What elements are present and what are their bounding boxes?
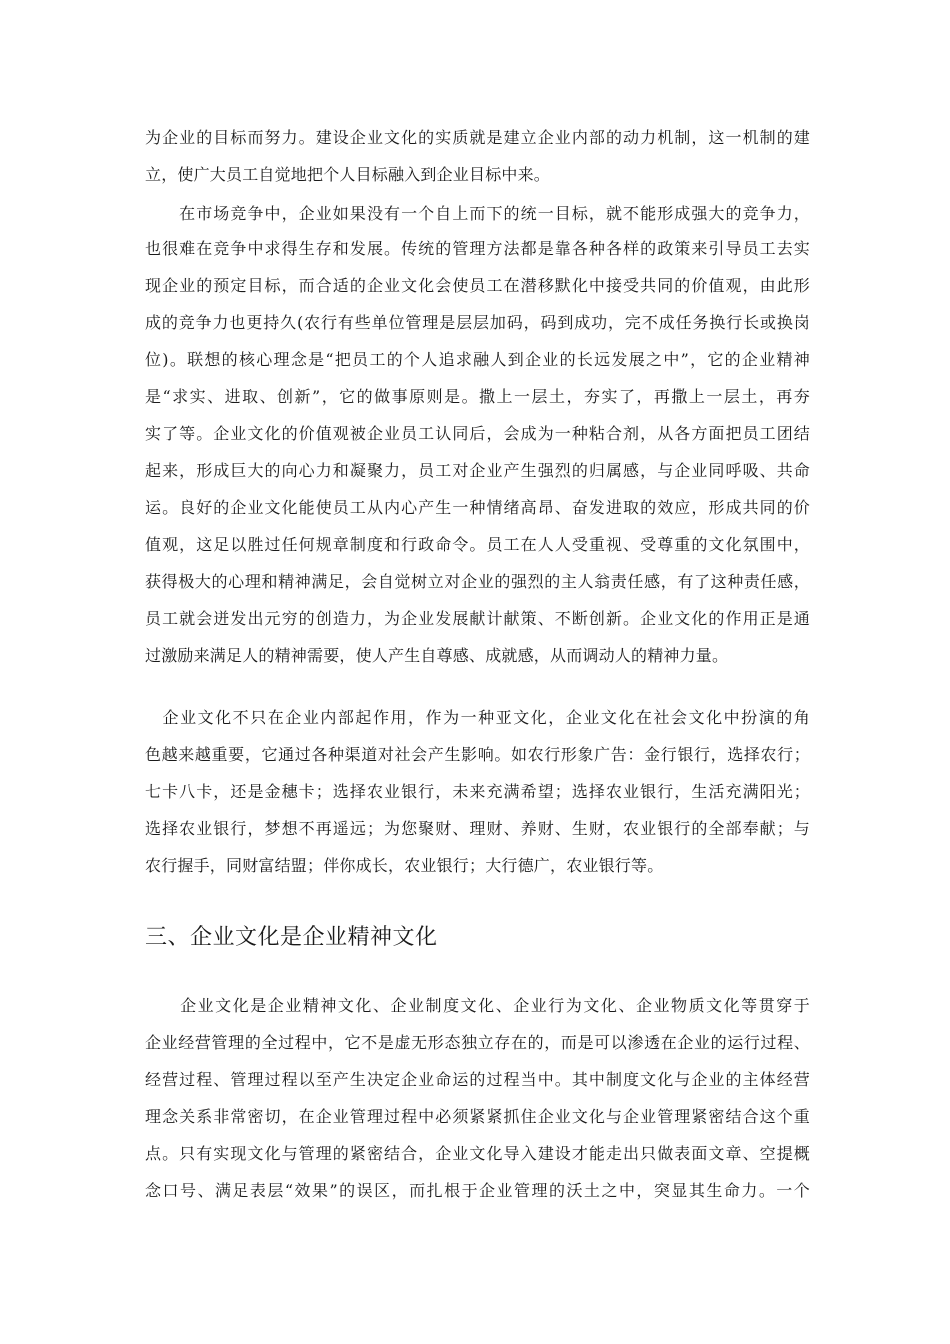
paragraph-3-line-1: 企业文化不只在企业内部起作用，作为一种亚文化，企业文化在社会文化中扮演的角 [145,708,810,727]
paragraph-3-line-4: 选择农业银行，梦想不再遥远；为您聚财、理财、养财、生财，农业银行的全部奉献；与 [145,819,810,838]
paragraph-2-line-9: 运。良好的企业文化能使员工从内心产生一种情绪高昂、奋发进取的效应，形成共同的价 [145,498,810,517]
paragraph-3-line-5: 农行握手，同财富结盟；伴你成长，农业银行；大行德广，农业银行等。 [145,856,664,875]
paragraph-2-line-6: 是“求实、进取、创新”，它的做事原则是。撒上一层土，夯实了，再撒上一层土，再夯 [145,387,810,406]
paragraph-4-line-1: 企业文化是企业精神文化、企业制度文化、企业行为文化、企业物质文化等贯穿于 [145,996,810,1015]
paragraph-1-line-1: 为企业的目标而努力。建设企业文化的实质就是建立企业内部的动力机制，这一机制的建 [145,128,810,147]
paragraph-4-line-6: 念口号、满足表层“效果”的误区，而扎根于企业管理的沃土之中，突显其生命力。一个 [145,1181,810,1200]
paragraph-4-line-5: 点。只有实现文化与管理的紧密结合，企业文化导入建设才能走出只做表面文章、空提概 [145,1144,810,1163]
paragraph-3-line-2: 色越来越重要，它通过各种渠道对社会产生影响。如农行形象广告：金行银行，选择农行； [145,745,810,764]
paragraph-2-line-10: 值观，这足以胜过任何规章制度和行政命令。员工在人人受重视、受尊重的文化氛围中， [145,535,810,554]
paragraph-2-line-8: 起来，形成巨大的向心力和凝聚力，员工对企业产生强烈的归属感，与企业同呼吸、共命 [145,461,810,480]
paragraph-2-line-1: 在市场竞争中，企业如果没有一个自上而下的统一目标，就不能形成强大的竞争力， [145,204,810,223]
paragraph-2-line-7: 实了等。企业文化的价值观被企业员工认同后，会成为一种粘合剂，从各方面把员工团结 [145,424,810,443]
section-heading: 三、企业文化是企业精神文化 [145,925,438,950]
paragraph-2-line-12: 员工就会迸发出元穷的创造力，为企业发展献计献策、不断创新。企业文化的作用正是通 [145,609,810,628]
paragraph-2-line-5: 位)。联想的核心理念是“把员工的个人追求融人到企业的长远发展之中”，它的企业精神 [145,350,810,369]
paragraph-2-line-11: 获得极大的心理和精神满足，会自觉树立对企业的强烈的主人翁责任感，有了这种责任感， [145,572,810,591]
paragraph-2-line-13: 过激励来满足人的精神需要，使人产生自尊感、成就感，从而调动人的精神力量。 [145,646,729,665]
paragraph-2-line-2: 也很难在竞争中求得生存和发展。传统的管理方法都是靠各种各样的政策来引导员工去实 [145,239,810,258]
paragraph-4-line-3: 经营过程、管理过程以至产生决定企业命运的过程当中。其中制度文化与企业的主体经营 [145,1070,810,1089]
paragraph-3-line-3: 七卡八卡，还是金穗卡；选择农业银行，未来充满希望；选择农业银行，生活充满阳光； [145,782,810,801]
paragraph-2-line-4: 成的竞争力也更持久(农行有些单位管理是层层加码，码到成功，完不成任务换行长或换岗 [145,313,810,332]
paragraph-4-line-4: 理念关系非常密切，在企业管理过程中必须紧紧抓住企业文化与企业管理紧密结合这个重 [145,1107,810,1126]
paragraph-2-line-3: 现企业的预定目标，而合适的企业文化会使员工在潜移默化中接受共同的价值观，由此形 [145,276,810,295]
paragraph-1-line-2: 立，使广大员工自觉地把个人目标融入到企业目标中来。 [145,165,551,184]
paragraph-4-line-2: 企业经营管理的全过程中，它不是虚无形态独立存在的，而是可以渗透在企业的运行过程、 [145,1033,810,1052]
